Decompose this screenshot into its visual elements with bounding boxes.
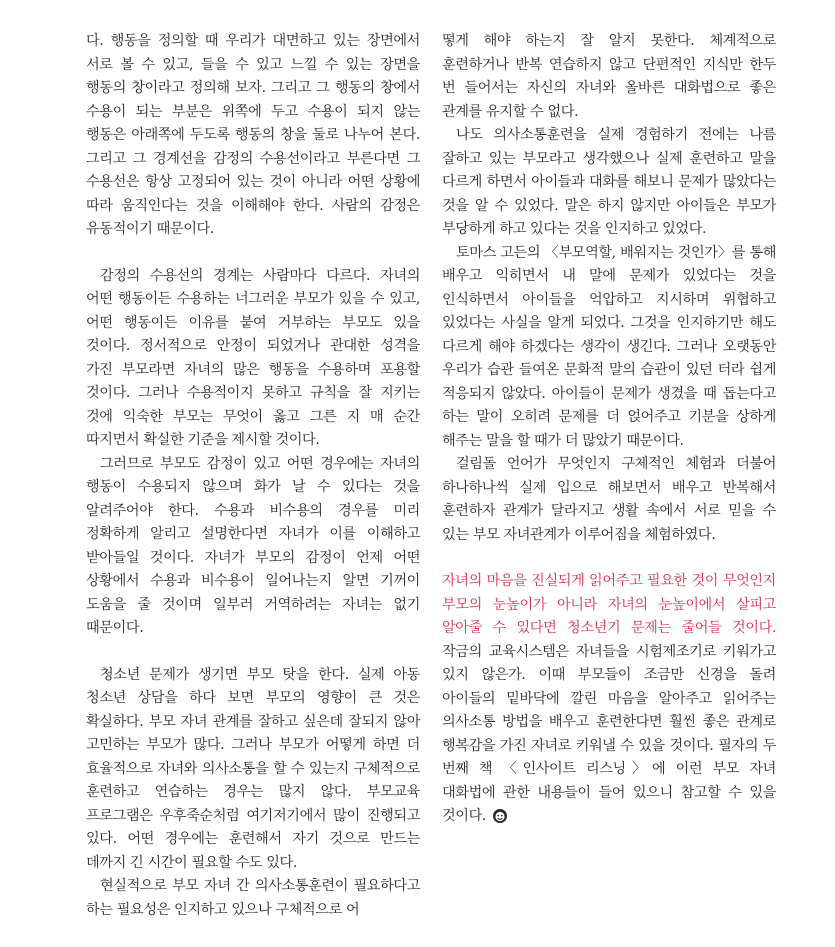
smiley-end-mark-icon [492, 808, 508, 824]
paragraph: 감정의 수용선의 경계는 사람마다 다르다. 자녀의 어떤 행동이든 수용하는 너그러운 부모가 있을 수 있고, 어떤 행동이든 이유를 붙여 거부하는 부모도 있을 것이다. 정서적으로 안정이 되었거나 관대한 성격을 가진 부모라면 자녀의 많은 행동을 수용하며 포용할 것이다. 그러나 수용적이지 못하고 규칙을 잘 지키는 것에 익숙한 부모는 무엇이 옳고 그른 지 매 순간 따지면서 확실한 기준을 제시할 것이다. [86, 267, 420, 448]
paragraph: 현실적으로 부모 자녀 간 의사소통훈련이 필요하다고 하는 필요성은 인지하고 있으나 구체적으로 어 [86, 878, 420, 918]
paragraph-text: 작금의 교육시스템은 자녀들을 시험제조기로 키워가고 있지 않은가. 이때 부모들이 조금만 신경을 돌려 아이들의 밑바닥에 깔린 마음을 알아주고 읽어주는 의사소통 방법을 배우고 훈련한다면 훨씬 좋은 관계로 행복감을 가진 자녀로 키워낼 수 있을 것이다. 필자의 두 번째 책 〈인사이트 리스닝〉에 이런 부모 자녀 대화법에 관한 내용들이 들어 있으니 참고할 수 있을 것이다. [442, 643, 776, 824]
paragraph: 그러므로 부모도 감정이 있고 어떤 경우에는 자녀의 행동이 수용되지 않으며 화가 날 수 있다는 것을 알려주어야 한다. 수용과 비수용의 경우를 미리 정확하게 알리고 설명한다면 자녀가 이를 이해하고 받아들일 것이다. 자녀가 부모의 감정이 언제 어떤 상황에서 수용과 비수용이 일어나는지 알면 기꺼이 도움을 줄 것이며 일부러 거역하려는 자녀는 없기 때문이다. [86, 455, 420, 636]
paragraph-gap [442, 547, 776, 570]
left-column [86, 30, 420, 922]
paragraph-gap [86, 641, 420, 664]
paragraph: 떻게 해야 하는지 잘 알지 못한다. 체계적으로 훈련하거나 반복 연습하지 않고 단편적인 지식만 한두 번 들어서는 자신의 자녀와 올바른 대화법으로 좋은 관계를 유지할 수 없다. [442, 33, 776, 120]
paragraph [442, 570, 776, 829]
paragraph: 걸림돌 언어가 무엇인지 구체적인 체험과 더불어 하나하나씩 실제 입으로 해보면서 배우고 반복해서 훈련하자 관계가 달라지고 생활 속에서 서로 믿을 수 있는 부모 자녀관계가 이루어짐을 체험하였다. [442, 456, 776, 543]
paragraph: 청소년 문제가 생기면 부모 탓을 한다. 실제 아동 청소년 상담을 하다 보면 부모의 영향이 큰 것은 확실하다. 부모 자녀 관계를 잘하고 싶은데 잘되지 않아 고민하는 부모가 많다. 그러나 부모가 어떻게 하면 더 효율적으로 자녀와 의사소통을 할 수 있는지 구체적으로 훈련하고 연습하는 경우는 많지 않다. 부모교육 프로그램은 우후죽순처럼 여기저기에서 많이 진행되고 있다. 어떤 경우에는 훈련해서 자기 것으로 만드는 데까지 긴 시간이 필요할 수도 있다. [86, 666, 420, 871]
paragraph: 토마스 고든의 〈부모역할, 배워지는 것인가〉를 통해 배우고 익히면서 내 말에 문제가 있었다는 것을 인식하면서 아이들을 억압하고 지시하며 위협하고 있었다는 사실을 알게 되었다. 그것을 인지하기만 해도 다르게 해야 하겠다는 생각이 생긴다. 그러나 오랫동안 우리가 습관 들여온 문화적 말의 습관이 있던 터라 쉽게 적응되지 않았다. 아이들이 문제가 생겼을 때 돕는다고 하는 말이 오히려 문제를 더 얹어주고 기분을 상하게 해주는 말을 할 때가 더 많았기 때문이다. [442, 244, 776, 449]
paragraph: 나도 의사소통훈련을 실제 경험하기 전에는 나름 잘하고 있는 부모라고 생각했으나 실제 훈련하고 말을 다르게 하면서 아이들과 대화를 해보니 문제가 많았다는 것을 알 수 있었다. 말은 하지 않지만 아이들은 부모가 부당하게 하고 있다는 것을 인지하고 있었다. [442, 127, 776, 237]
right-column [442, 30, 776, 829]
highlighted-sentence: 자녀의 마음을 진실되게 읽어주고 필요한 것이 무엇인지 부모의 눈높이가 아니라 자녀의 눈높이에서 살피고 알아줄 수 있다면 청소년기 문제는 줄어들 것이다. [442, 573, 776, 636]
paragraph: 다. 행동을 정의할 때 우리가 대면하고 있는 장면에서 서로 볼 수 있고, 들을 수 있고 느낄 수 있는 장면을 행동의 창이라고 정의해 보자. 그리고 그 행동의 창에서 수용이 되는 부분은 위쪽에 두고 수용이 되지 않는 행동은 아래쪽에 두도록 행동의 창을 둘로 나누어 본다. 그리고 그 경계선을 감정의 수용선이라고 부른다면 그 수용선은 항상 고정되어 있는 것이 아니라 어떤 상황에 따라 움직인다는 것을 이해해야 한다. 사람의 감정은 유동적이기 때문이다. [86, 33, 420, 237]
paragraph-gap [86, 242, 420, 265]
